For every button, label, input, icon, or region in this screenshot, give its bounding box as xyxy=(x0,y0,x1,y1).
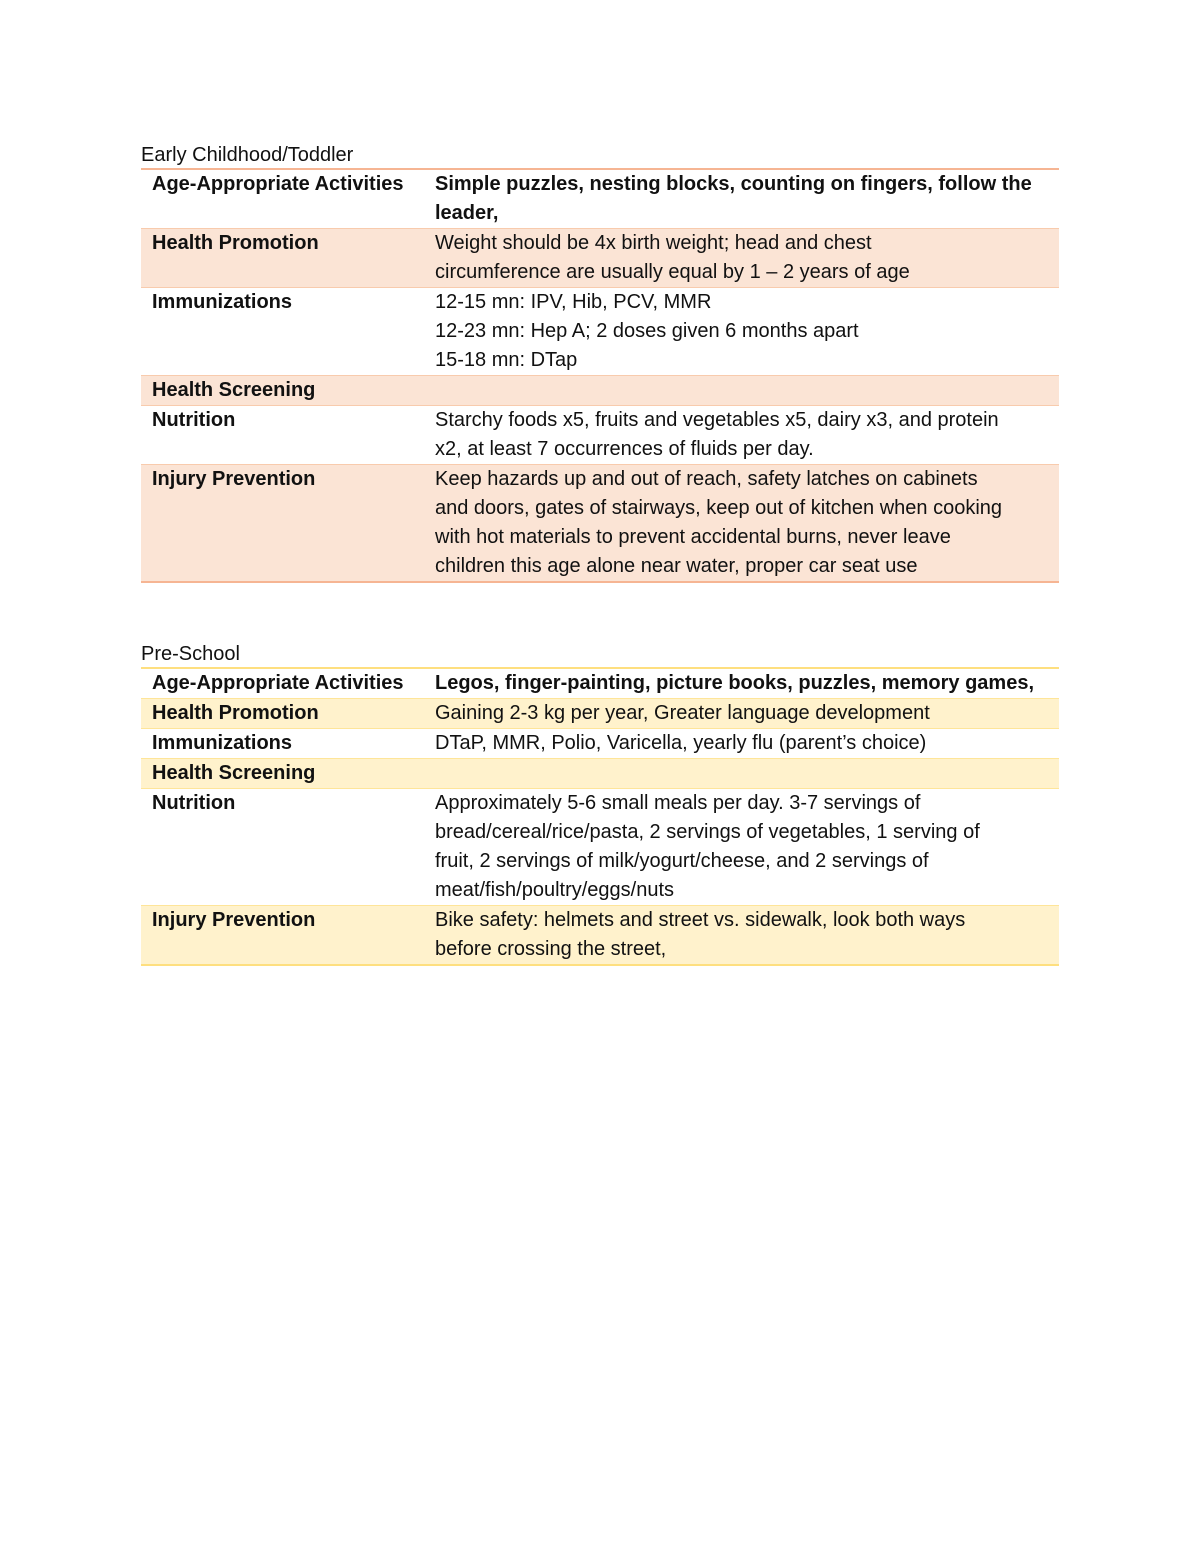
value-line: with hot materials to prevent accidental burns, never leave xyxy=(435,526,951,548)
value-line: before crossing the street, xyxy=(435,938,667,960)
row-value xyxy=(423,465,1059,583)
table-row xyxy=(141,759,1059,789)
pre-school-table xyxy=(141,667,1059,966)
value-line: x2, at least 7 occurrences of fluids per day. xyxy=(435,438,814,460)
row-label: Immunizations xyxy=(152,732,293,754)
row-value xyxy=(423,288,1059,376)
table-row xyxy=(141,169,1059,229)
value-line: DTaP, MMR, Polio, Varicella, yearly flu (parent’s choice) xyxy=(435,732,927,754)
value-line: meat/fish/poultry/eggs/nuts xyxy=(435,879,675,901)
row-label: Health Screening xyxy=(152,379,316,401)
row-label: Injury Prevention xyxy=(152,468,316,490)
value-line: and doors, gates of stairways, keep out of kitchen when cooking xyxy=(435,497,1003,519)
table-row xyxy=(141,288,1059,376)
value-line: children this age alone near water, proper car seat use xyxy=(435,555,918,577)
row-label: Age-Appropriate Activities xyxy=(152,672,404,694)
row-value xyxy=(423,729,1059,759)
row-label: Age-Appropriate Activities xyxy=(152,173,404,195)
table-row xyxy=(141,729,1059,759)
value-line: bread/cereal/rice/pasta, 2 servings of vegetables, 1 serving of xyxy=(435,821,980,843)
value-line: Bike safety: helmets and street vs. sidewalk, look both ways xyxy=(435,909,966,931)
row-value xyxy=(423,789,1059,906)
row-value xyxy=(423,169,1059,229)
value-line: fruit, 2 servings of milk/yogurt/cheese, and 2 servings of xyxy=(435,850,929,872)
value-line: Legos, finger-painting, picture books, puzzles, memory games, xyxy=(435,672,1034,694)
table-row xyxy=(141,229,1059,288)
row-value xyxy=(423,699,1059,729)
value-line: Gaining 2-3 kg per year, Greater language development xyxy=(435,702,930,724)
table-row xyxy=(141,465,1059,583)
row-label: Immunizations xyxy=(152,291,293,313)
row-label: Injury Prevention xyxy=(152,909,316,931)
row-label: Health Promotion xyxy=(152,232,319,254)
row-label: Health Promotion xyxy=(152,702,319,724)
value-line: 15-18 mn: DTap xyxy=(435,349,578,371)
table-row xyxy=(141,906,1059,966)
row-value xyxy=(423,406,1059,465)
value-line: Starchy foods x5, fruits and vegetables x5, dairy x3, and protein xyxy=(435,409,999,431)
row-value xyxy=(423,376,1059,406)
table-row xyxy=(141,406,1059,465)
value-line: Approximately 5-6 small meals per day. 3-7 servings of xyxy=(435,792,921,814)
early-childhood-section xyxy=(141,142,1059,583)
section-title: Pre-School xyxy=(141,643,240,665)
row-label: Nutrition xyxy=(152,792,236,814)
table-row xyxy=(141,789,1059,906)
row-value xyxy=(423,759,1059,789)
value-line: 12-15 mn: IPV, Hib, PCV, MMR xyxy=(435,291,712,313)
value-line: 12-23 mn: Hep A; 2 doses given 6 months apart xyxy=(435,320,859,342)
value-line: leader, xyxy=(435,202,499,224)
table-row xyxy=(141,699,1059,729)
row-value xyxy=(423,668,1059,699)
early-childhood-table xyxy=(141,168,1059,583)
table-row xyxy=(141,668,1059,699)
value-line: Keep hazards up and out of reach, safety latches on cabinets xyxy=(435,468,978,490)
table-row xyxy=(141,376,1059,406)
value-line: Simple puzzles, nesting blocks, counting on fingers, follow the xyxy=(435,173,1032,195)
row-label: Health Screening xyxy=(152,762,316,784)
row-value xyxy=(423,906,1059,966)
value-line: circumference are usually equal by 1 – 2 years of age xyxy=(435,261,910,283)
pre-school-section xyxy=(141,641,1059,966)
section-title: Early Childhood/Toddler xyxy=(141,144,354,166)
row-value xyxy=(423,229,1059,288)
row-label: Nutrition xyxy=(152,409,236,431)
value-line: Weight should be 4x birth weight; head and chest xyxy=(435,232,872,254)
